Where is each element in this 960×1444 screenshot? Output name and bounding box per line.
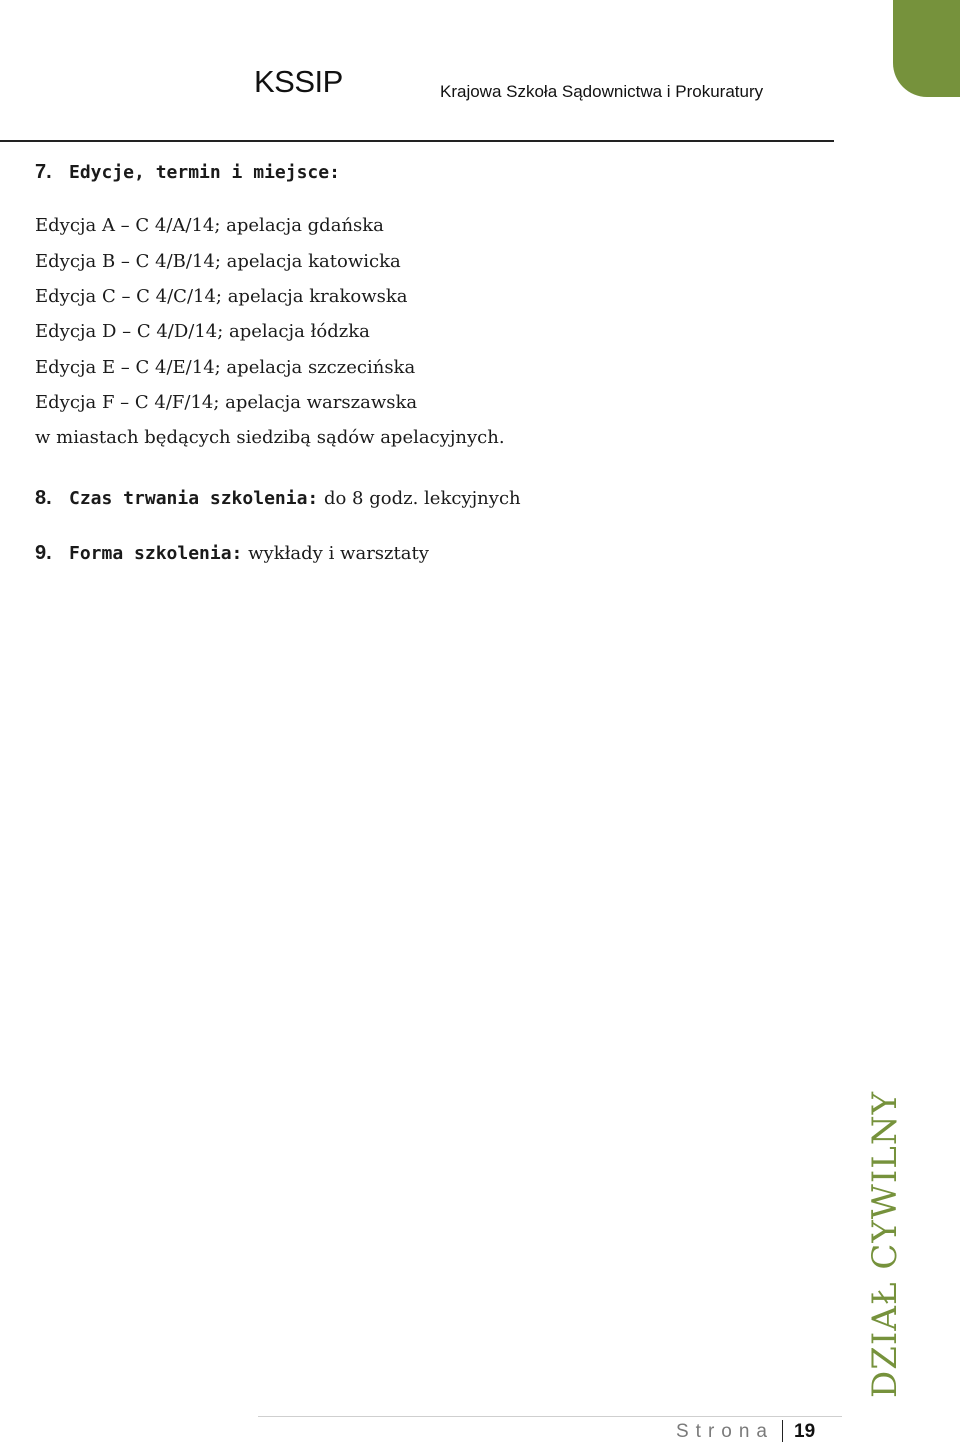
edition-d: Edycja D – C 4/D/14; apelacja łódzka [35, 321, 370, 342]
edition-b: Edycja B – C 4/B/14; apelacja katowicka [35, 251, 401, 272]
footer-separator [782, 1420, 783, 1442]
section-8-value: do 8 godz. lekcyjnych [318, 488, 521, 509]
section-9-label: Forma szkolenia: [69, 543, 243, 564]
page-number: 19 [794, 1421, 816, 1442]
header-divider [0, 140, 834, 142]
section-8-label: Czas trwania szkolenia: [69, 488, 319, 509]
header-org: KSSIP [254, 64, 343, 99]
section-9 [35, 543, 429, 563]
editions-note: w miastach będących siedzibą sądów apelacyjnych. [35, 427, 505, 448]
footer-page-word: Strona [676, 1421, 774, 1442]
edition-f: Edycja F – C 4/F/14; apelacja warszawska [35, 392, 418, 413]
edition-a: Edycja A – C 4/A/14; apelacja gdańska [35, 215, 384, 236]
section-7-heading [35, 162, 340, 182]
side-section-label: DZIAŁ CYWILNY [865, 1090, 905, 1398]
corner-tab [893, 0, 960, 97]
edition-c: Edycja C – C 4/C/14; apelacja krakowska [35, 286, 408, 307]
section-7-title: Edycje, termin i miejsce: [69, 162, 340, 183]
edition-e: Edycja E – C 4/E/14; apelacja szczecińska [35, 357, 416, 378]
section-9-number: 9. [35, 542, 52, 564]
section-8-number: 8. [35, 487, 52, 509]
section-8 [35, 488, 521, 508]
header-org-full: Krajowa Szkoła Sądownictwa i Prokuratury [440, 82, 764, 101]
footer-divider [258, 1416, 842, 1417]
section-7-number: 7. [35, 161, 52, 183]
section-9-value: wykłady i warsztaty [242, 543, 429, 564]
